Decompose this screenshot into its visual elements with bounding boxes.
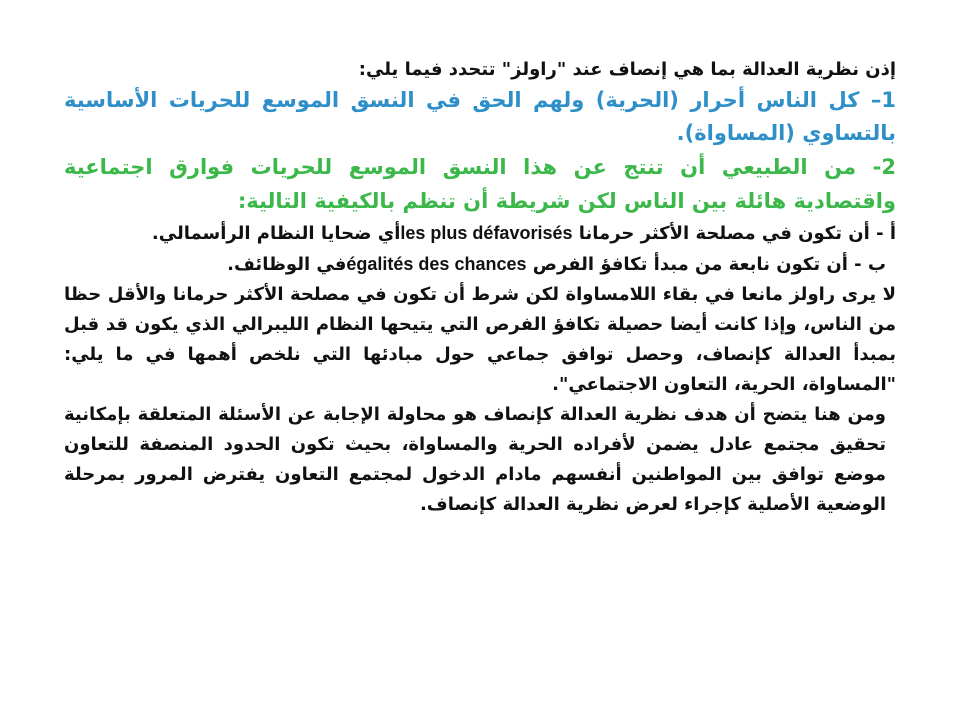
item-a-suffix: أي ضحايا النظام الرأسمالي. (151, 223, 401, 244)
intro-line: إذن نظرية العدالة بما هي إنصاف عند "راولز" تتحدد فيما يلي: (358, 59, 896, 80)
item-a-latin-term: les plus défavorisés (400, 223, 573, 243)
point-1: 1– كل الناس أحرار (الحرية) ولهم الحق في النسق الموسع للحريات الأساسية بالتساوي (المساواة). (64, 88, 896, 145)
item-b-latin-term: égalités des chances (346, 254, 527, 274)
slide-content (64, 58, 896, 520)
item-b (64, 249, 896, 280)
paragraph-1: لا يرى راولز مانعا في بقاء اللامساواة لكن شرط أن تكون في مصلحة الأكثر حرمانا والأقل حظا من الناس، وإذا كانت أيضا حصيلة تكافؤ الفرص التي يتيحها النظام الليبرالي الذي يكون قد قبل بمبدأ العدالة كإنصاف، وحصل توافق جماعي حول مبادئها التي نلخص أهمها في ما يلي: "المساواة، الحرية، التعاون الاجتماعي". (64, 284, 896, 395)
item-a (64, 218, 896, 249)
paragraph-2: ومن هنا يتضح أن هدف نظرية العدالة كإنصاف هو محاولة الإجابة عن الأسئلة المتعلقة بإمكانية تحقيق مجتمع عادل يضمن لأفراده الحرية والمساواة، بحيث تكون الحدود المنصفة للتعاون موضع توافق بين المواطنين أنفسهم مادام الدخول لمجتمع التعاون يفترض المرور بمرحلة الوضعية الأصلية كإجراء لعرض نظرية العدالة كإنصاف. (64, 404, 886, 515)
item-b-suffix: في الوظائف. (227, 254, 347, 275)
point-2: 2- من الطبيعي أن تنتج عن هذا النسق الموسع للحريات فوارق اجتماعية واقتصادية هائلة بين الناس لكن شريطة أن تنظم بالكيفية التالية: (64, 155, 896, 213)
item-b-prefix: ب - أن تكون نابعة من مبدأ تكافؤ الفرص (532, 254, 886, 275)
item-a-prefix: أ - أن تكون في مصلحة الأكثر حرمانا (578, 223, 896, 244)
